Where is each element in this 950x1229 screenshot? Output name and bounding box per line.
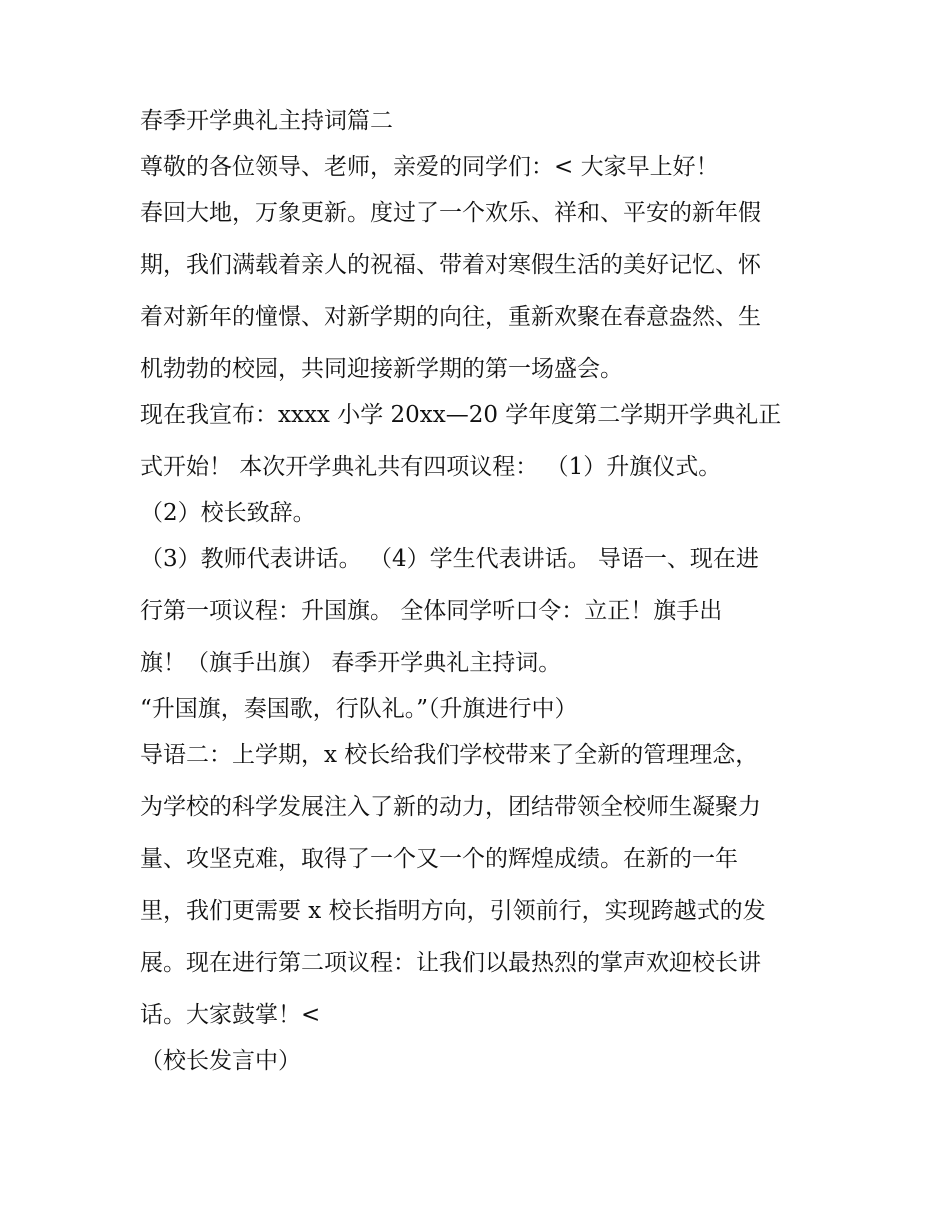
text-line: 春回大地，万象更新。度过了一个欢乐、祥和、平安的新年假 xyxy=(140,200,761,226)
text-line: （3）教师代表讲话。 （4）学生代表讲话。 导语一、现在进 xyxy=(140,546,759,572)
text-line: 话。大家鼓掌！< xyxy=(140,1002,321,1028)
text-line: （校长发言中） xyxy=(140,1048,301,1074)
greeting-line: 尊敬的各位领导、老师，亲爱的同学们：< 大家早上好！ xyxy=(140,154,719,180)
text-line: 旗！（旗手出旗） 春季开学典礼主持词。 xyxy=(140,650,562,676)
text-line: 量、攻坚克难，取得了一个又一个的辉煌成绩。在新的一年 xyxy=(140,846,738,872)
text-line: 式开始！ 本次开学典礼共有四项议程： （1）升旗仪式。 xyxy=(140,454,722,480)
text-line: 为学校的科学发展注入了新的动力，团结带领全校师生凝聚力 xyxy=(140,794,761,820)
text-line: 现在我宣布：xxxx 小学 20xx—20 学年度第二学期开学典礼正 xyxy=(140,402,782,428)
text-line: 机勃勃的校园，共同迎接新学期的第一场盛会。 xyxy=(140,356,623,382)
text-line: （2）校长致辞。 xyxy=(140,500,316,526)
text-line: 导语二：上学期，x 校长给我们学校带来了全新的管理理念， xyxy=(140,742,759,768)
text-line: “升国旗，奏国歌，行队礼。”（升旗进行中） xyxy=(140,696,578,722)
text-line: 着对新年的憧憬、对新学期的向往，重新欢聚在春意盎然、生 xyxy=(140,304,761,330)
text-line: 展。现在进行第二项议程：让我们以最热烈的掌声欢迎校长讲 xyxy=(140,950,761,976)
text-line: 行第一项议程：升国旗。 全体同学听口令：立正！旗手出 xyxy=(140,598,723,624)
document-body xyxy=(140,108,820,1074)
text-line: 里，我们更需要 x 校长指明方向，引领前行，实现跨越式的发 xyxy=(140,898,766,924)
text-line: 期，我们满载着亲人的祝福、带着对寒假生活的美好记忆、怀 xyxy=(140,252,761,278)
document-title: 春季开学典礼主持词篇二 xyxy=(140,108,393,134)
